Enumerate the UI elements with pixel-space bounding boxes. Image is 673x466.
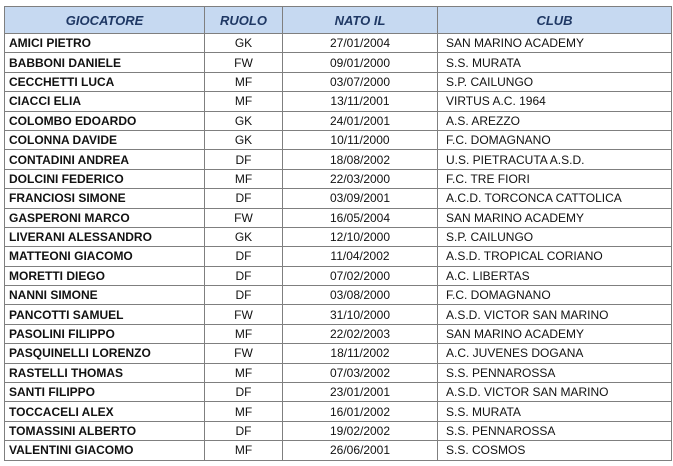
player-name: COLOMBO EDOARDO <box>5 111 205 130</box>
player-name: PANCOTTI SAMUEL <box>5 305 205 324</box>
table-row <box>5 34 672 53</box>
table-row <box>5 130 672 149</box>
player-birthdate: 07/02/2000 <box>283 266 438 285</box>
player-birthdate: 12/10/2000 <box>283 227 438 246</box>
table-row <box>5 305 672 324</box>
player-club: F.C. DOMAGNANO <box>438 130 672 149</box>
player-club: A.S. AREZZO <box>438 111 672 130</box>
table-header <box>5 7 672 34</box>
table-row <box>5 441 672 460</box>
player-role: DF <box>205 383 283 402</box>
table-row <box>5 247 672 266</box>
player-role: DF <box>205 150 283 169</box>
player-role: FW <box>205 53 283 72</box>
player-club: A.C. JUVENES DOGANA <box>438 344 672 363</box>
player-name: MORETTI DIEGO <box>5 266 205 285</box>
player-name: PASQUINELLI LORENZO <box>5 344 205 363</box>
player-club: A.S.D. VICTOR SAN MARINO <box>438 383 672 402</box>
player-name: RASTELLI THOMAS <box>5 363 205 382</box>
player-name: TOCCACELI ALEX <box>5 402 205 421</box>
player-name: NANNI SIMONE <box>5 286 205 305</box>
table-row <box>5 324 672 343</box>
player-club: A.C.D. TORCONCA CATTOLICA <box>438 189 672 208</box>
player-club: S.S. PENNAROSSA <box>438 363 672 382</box>
table-row <box>5 402 672 421</box>
table-row <box>5 344 672 363</box>
player-role: MF <box>205 92 283 111</box>
player-birthdate: 31/10/2000 <box>283 305 438 324</box>
header-born: NATO IL <box>283 7 438 34</box>
player-role: GK <box>205 34 283 53</box>
player-name: LIVERANI ALESSANDRO <box>5 227 205 246</box>
table-row <box>5 363 672 382</box>
player-role: GK <box>205 130 283 149</box>
player-name: VALENTINI GIACOMO <box>5 441 205 460</box>
player-name: DOLCINI FEDERICO <box>5 169 205 188</box>
table-body <box>5 34 672 461</box>
player-name: GASPERONI MARCO <box>5 208 205 227</box>
table-row <box>5 286 672 305</box>
player-role: DF <box>205 266 283 285</box>
player-birthdate: 18/11/2002 <box>283 344 438 363</box>
player-role: DF <box>205 247 283 266</box>
player-birthdate: 27/01/2004 <box>283 34 438 53</box>
player-birthdate: 16/05/2004 <box>283 208 438 227</box>
player-birthdate: 10/11/2000 <box>283 130 438 149</box>
header-club: CLUB <box>438 7 672 34</box>
table-row <box>5 383 672 402</box>
player-birthdate: 03/08/2000 <box>283 286 438 305</box>
player-birthdate: 24/01/2001 <box>283 111 438 130</box>
player-name: AMICI PIETRO <box>5 34 205 53</box>
player-club: S.S. PENNAROSSA <box>438 421 672 440</box>
player-name: CECCHETTI LUCA <box>5 72 205 91</box>
player-name: BABBONI DANIELE <box>5 53 205 72</box>
player-birthdate: 13/11/2001 <box>283 92 438 111</box>
player-birthdate: 09/01/2000 <box>283 53 438 72</box>
roster-table-container <box>4 6 672 461</box>
player-name: SANTI FILIPPO <box>5 383 205 402</box>
player-role: DF <box>205 286 283 305</box>
table-row <box>5 169 672 188</box>
player-club: S.S. MURATA <box>438 53 672 72</box>
player-club: A.S.D. VICTOR SAN MARINO <box>438 305 672 324</box>
player-role: FW <box>205 344 283 363</box>
player-role: FW <box>205 305 283 324</box>
player-role: GK <box>205 111 283 130</box>
player-role: MF <box>205 72 283 91</box>
player-birthdate: 18/08/2002 <box>283 150 438 169</box>
player-club: F.C. DOMAGNANO <box>438 286 672 305</box>
header-role: RUOLO <box>205 7 283 34</box>
player-birthdate: 16/01/2002 <box>283 402 438 421</box>
player-name: TOMASSINI ALBERTO <box>5 421 205 440</box>
player-name: FRANCIOSI SIMONE <box>5 189 205 208</box>
player-role: DF <box>205 189 283 208</box>
table-row <box>5 208 672 227</box>
player-club: S.P. CAILUNGO <box>438 227 672 246</box>
roster-table <box>4 6 672 461</box>
table-row <box>5 92 672 111</box>
player-role: FW <box>205 208 283 227</box>
player-name: CONTADINI ANDREA <box>5 150 205 169</box>
player-birthdate: 23/01/2001 <box>283 383 438 402</box>
header-player: GIOCATORE <box>5 7 205 34</box>
player-club: U.S. PIETRACUTA A.S.D. <box>438 150 672 169</box>
player-club: S.S. MURATA <box>438 402 672 421</box>
player-birthdate: 22/02/2003 <box>283 324 438 343</box>
player-role: GK <box>205 227 283 246</box>
table-row <box>5 421 672 440</box>
player-name: MATTEONI GIACOMO <box>5 247 205 266</box>
player-role: MF <box>205 363 283 382</box>
player-birthdate: 03/07/2000 <box>283 72 438 91</box>
player-role: DF <box>205 421 283 440</box>
player-club: SAN MARINO ACADEMY <box>438 208 672 227</box>
header-row <box>5 7 672 34</box>
player-birthdate: 03/09/2001 <box>283 189 438 208</box>
player-birthdate: 26/06/2001 <box>283 441 438 460</box>
player-birthdate: 19/02/2002 <box>283 421 438 440</box>
player-birthdate: 22/03/2000 <box>283 169 438 188</box>
table-row <box>5 227 672 246</box>
player-club: SAN MARINO ACADEMY <box>438 34 672 53</box>
player-birthdate: 07/03/2002 <box>283 363 438 382</box>
player-club: SAN MARINO ACADEMY <box>438 324 672 343</box>
table-row <box>5 189 672 208</box>
player-birthdate: 11/04/2002 <box>283 247 438 266</box>
player-role: MF <box>205 324 283 343</box>
player-club: A.C. LIBERTAS <box>438 266 672 285</box>
player-club: F.C. TRE FIORI <box>438 169 672 188</box>
player-role: MF <box>205 402 283 421</box>
player-role: MF <box>205 169 283 188</box>
player-club: S.P. CAILUNGO <box>438 72 672 91</box>
table-row <box>5 111 672 130</box>
table-row <box>5 150 672 169</box>
player-name: CIACCI ELIA <box>5 92 205 111</box>
table-row <box>5 53 672 72</box>
player-role: MF <box>205 441 283 460</box>
player-club: A.S.D. TROPICAL CORIANO <box>438 247 672 266</box>
player-name: COLONNA DAVIDE <box>5 130 205 149</box>
player-club: VIRTUS A.C. 1964 <box>438 92 672 111</box>
player-name: PASOLINI FILIPPO <box>5 324 205 343</box>
table-row <box>5 266 672 285</box>
player-club: S.S. COSMOS <box>438 441 672 460</box>
table-row <box>5 72 672 91</box>
